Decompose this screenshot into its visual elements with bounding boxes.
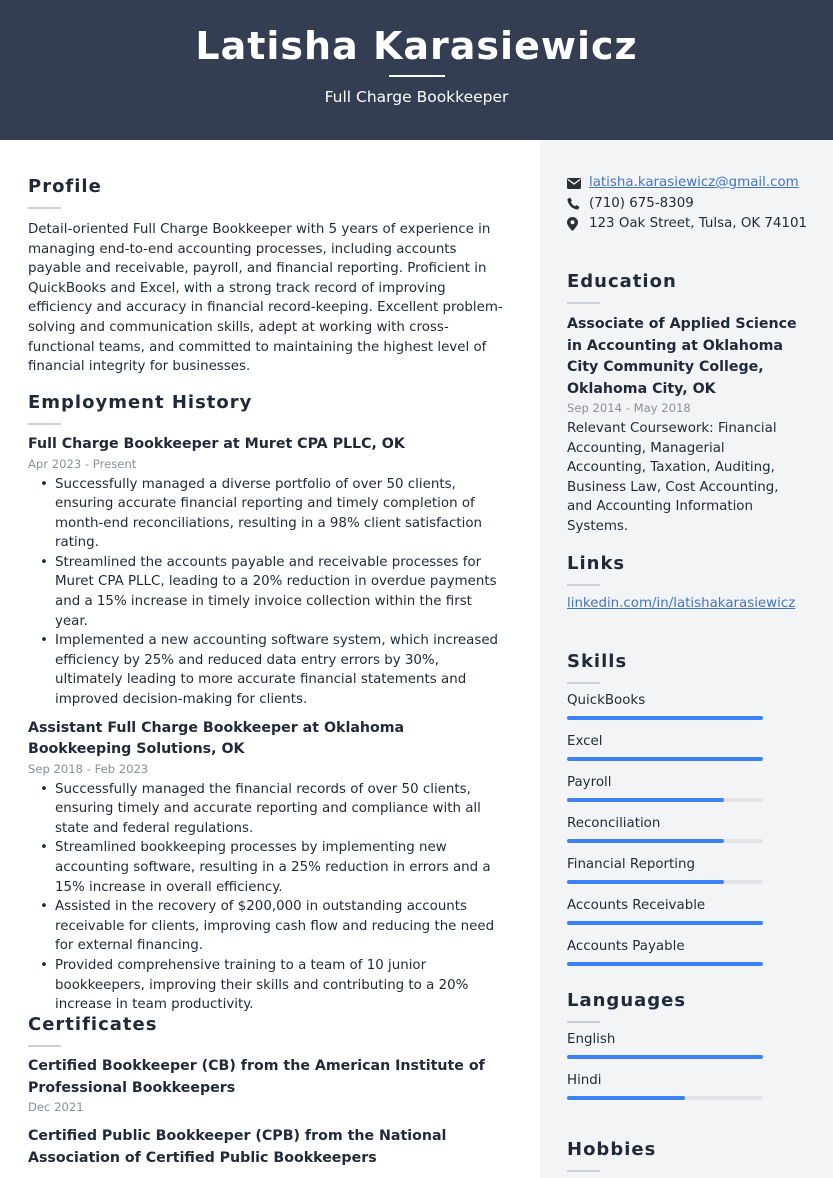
section-divider (28, 1045, 61, 1047)
phone-icon (567, 197, 589, 211)
sidebar (540, 140, 833, 1178)
section-divider (567, 682, 600, 684)
section-divider (28, 207, 61, 209)
envelope-icon (567, 176, 589, 190)
skills-section (567, 651, 807, 966)
bullet-item: • Successfully managed the financial records of over 50 clients, ensuring timely and accurate reporting and compliance with all state and federal regulations. (40, 780, 508, 839)
section-divider (567, 302, 600, 304)
profile-summary: Detail-oriented Full Charge Bookkeeper with 5 years of experience in managing end-to-end accounting processes, including accounts payable and receivable, payroll, and financial reporting. Proficient in QuickBooks and Excel, with a strong track record of improving efficiency and accuracy in financial record-keeping. Excellent problem-solving and communication skills, adept at working with cross-functional teams, and committed to maintaining the highest level of financial integrity for businesses. (28, 222, 503, 375)
skill-name: Financial Reporting (567, 857, 695, 872)
contact-block (567, 173, 807, 235)
section-divider (567, 584, 600, 586)
language-item (567, 1030, 807, 1059)
bullet-item: • Streamlined bookkeeping processes by implementing new accounting software, resulting in a 25% reduction in errors and a 15% increase in overall efficiency. (40, 838, 508, 897)
candidate-name: Latisha Karasiewicz (195, 24, 638, 68)
phone-number: (710) 675-8309 (589, 195, 694, 211)
skill-item (567, 814, 807, 843)
language-name: English (567, 1032, 616, 1047)
contact-phone-row (567, 194, 807, 215)
skill-level-fill (567, 880, 724, 884)
skill-level-track (567, 880, 763, 884)
job-dates: Sep 2018 - Feb 2023 (28, 761, 149, 776)
skill-name: Accounts Receivable (567, 898, 706, 913)
certificates-section (28, 1014, 508, 1169)
skill-level-track (567, 839, 763, 843)
certificates-heading: Certificates (28, 1014, 158, 1035)
skill-item (567, 691, 807, 720)
skill-level-fill (567, 839, 724, 843)
skill-level-track (567, 962, 763, 966)
education-section (567, 271, 807, 537)
links-heading: Links (567, 553, 626, 574)
skill-name: QuickBooks (567, 693, 646, 708)
skill-name: Reconciliation (567, 816, 661, 831)
hobbies-section (567, 1139, 807, 1172)
skill-level-track (567, 921, 763, 925)
skill-level-fill (567, 757, 763, 761)
bullet-item: • Implemented a new accounting software system, which increased efficiency by 25% and reduced data entry errors by 30%, ultimately leading to more accurate financial statements and improved decision-making for clients. (40, 631, 508, 709)
skill-level-fill (567, 921, 763, 925)
contact-address-row (567, 214, 807, 235)
job-title: Assistant Full Charge Bookkeeper at Oklahoma Bookkeeping Solutions, OK (28, 719, 405, 758)
profile-heading: Profile (28, 176, 102, 197)
location-pin-icon (567, 217, 589, 231)
education-dates: Sep 2014 - May 2018 (567, 401, 691, 415)
contact-email-row (567, 173, 807, 194)
skills-heading: Skills (567, 651, 628, 672)
language-level-fill (567, 1055, 763, 1059)
languages-heading: Languages (567, 990, 687, 1011)
language-name: Hindi (567, 1073, 602, 1088)
skill-level-fill (567, 716, 763, 720)
skill-item (567, 855, 807, 884)
section-divider (28, 423, 61, 425)
candidate-title: Full Charge Bookkeeper (324, 88, 509, 106)
job-bullets (40, 475, 508, 710)
skill-item (567, 896, 807, 925)
job-entry (28, 434, 508, 710)
education-details: Relevant Coursework: Financial Accounting, Managerial Accounting, Taxation, Auditing, Business Law, Cost Accounting, and Accounting Information Systems. (567, 421, 779, 534)
education-heading: Education (567, 271, 677, 292)
links-section (567, 553, 807, 613)
skill-item (567, 773, 807, 802)
hobbies-heading: Hobbies (567, 1139, 657, 1160)
certificate-title: Certified Bookkeeper (CB) from the American Institute of Professional Bookkeepers (28, 1058, 485, 1096)
language-item (567, 1071, 807, 1100)
section-divider (567, 1170, 600, 1172)
skill-name: Excel (567, 734, 603, 749)
address: 123 Oak Street, Tulsa, OK 74101 (589, 216, 807, 231)
skill-level-track (567, 798, 763, 802)
job-bullets (40, 780, 508, 1015)
skill-item (567, 937, 807, 966)
skill-level-track (567, 716, 763, 720)
email-link[interactable]: latisha.karasiewicz@gmail.com (589, 175, 799, 190)
employment-section (28, 392, 508, 1015)
languages-section (567, 990, 807, 1100)
resume-header (0, 0, 833, 140)
certificate-title: Certified Public Bookkeeper (CPB) from the National Association of Certified Public Bookkeepers (28, 1128, 447, 1166)
job-entry (28, 718, 508, 1015)
skill-level-fill (567, 962, 763, 966)
skill-name: Accounts Payable (567, 939, 685, 954)
language-level-track (567, 1096, 763, 1100)
certificate-entry (28, 1126, 508, 1169)
header-divider (389, 75, 445, 77)
job-title: Full Charge Bookkeeper at Muret CPA PLLC, OK (28, 436, 405, 452)
bullet-item: • Assisted in the recovery of $200,000 in outstanding accounts receivable for clients, improving cash flow and reducing the need for external financing. (40, 897, 508, 956)
bullet-item: • Streamlined the accounts payable and receivable processes for Muret CPA PLLC, leading to a 20% reduction in overdue payments and a 15% increase in timely invoice collection within the first year. (40, 553, 508, 631)
skill-name: Payroll (567, 775, 612, 790)
skill-level-track (567, 757, 763, 761)
language-level-track (567, 1055, 763, 1059)
employment-heading: Employment History (28, 392, 253, 413)
certificate-date: Dec 2021 (28, 1100, 84, 1114)
certificate-entry (28, 1056, 508, 1116)
section-divider (567, 1021, 600, 1023)
languages-list (567, 1030, 807, 1100)
linkedin-link[interactable]: linkedin.com/in/latishakarasiewicz (567, 596, 796, 611)
job-dates: Apr 2023 - Present (28, 456, 137, 471)
degree-title: Associate of Applied Science in Accounting at Oklahoma City Community College, Oklahoma City, OK (567, 316, 797, 397)
profile-section (28, 176, 508, 377)
language-level-fill (567, 1096, 685, 1100)
skills-list (567, 691, 807, 966)
skill-item (567, 732, 807, 761)
bullet-item: • Successfully managed a diverse portfolio of over 50 clients, ensuring accurate financial reporting and timely completion of month-end reconciliations, resulting in a 98% client satisfaction rating. (40, 475, 508, 553)
skill-level-fill (567, 798, 724, 802)
bullet-item: • Provided comprehensive training to a team of 10 junior bookkeepers, improving their skills and contributing to a 20% increase in team productivity. (40, 956, 508, 1015)
